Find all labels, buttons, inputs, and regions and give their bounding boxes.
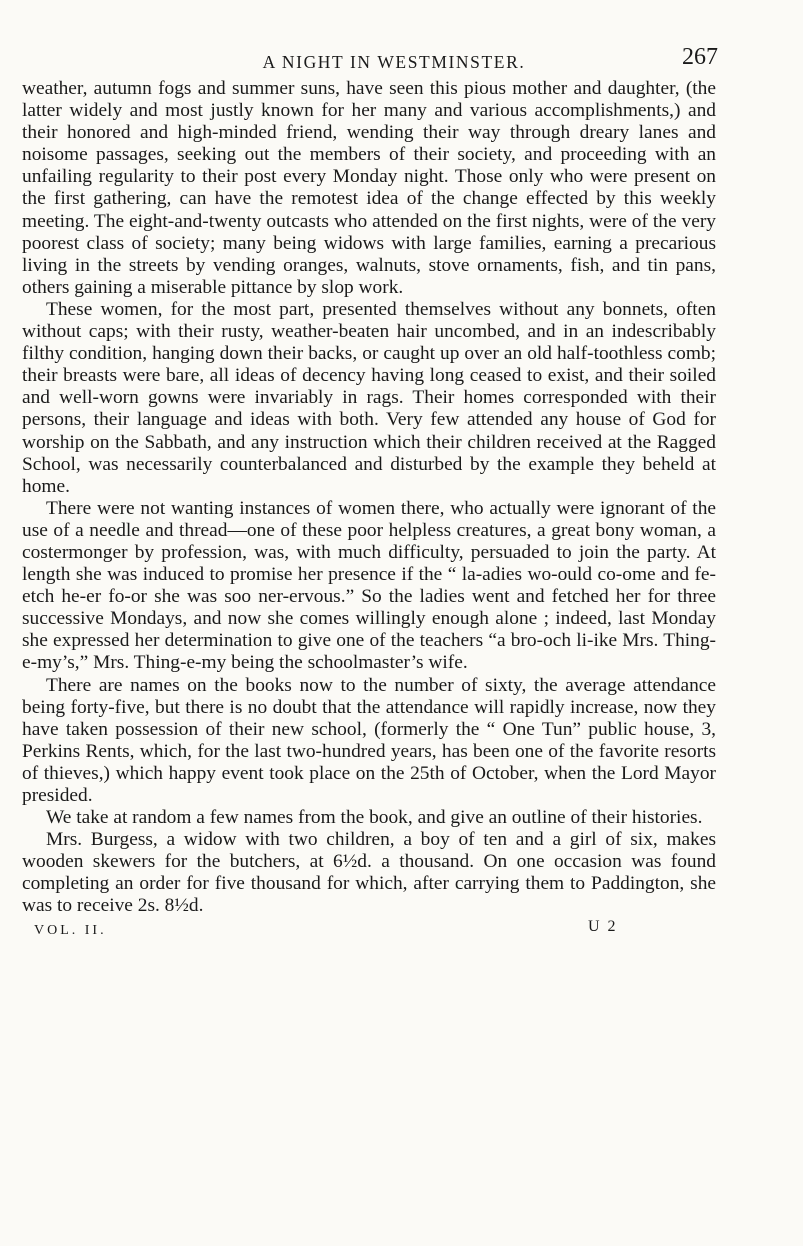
page-header — [22, 44, 716, 78]
paragraph: We take at random a few names from the book, and give an outline of their histories. — [46, 807, 703, 829]
paragraph: Mrs. Burgess, a widow with two children, a boy of ten and a girl of six, makes wooden skewers for the butchers, at 6½d. a thousand. On one occasion was found completing an order for five thousand for which, after carrying them to Paddington, she was to receive 2s. 8½d. — [22, 829, 716, 917]
running-title: A NIGHT IN WESTMINSTER. — [262, 52, 526, 72]
volume-label: VOL. II. — [34, 922, 107, 938]
page-footer — [22, 918, 716, 944]
page-number: 267 — [682, 44, 718, 70]
body-text — [22, 78, 716, 918]
signature-mark: U 2 — [588, 917, 618, 935]
paragraph-continued: weather, autumn fogs and summer suns, have seen this pious mother and daughter, (the latter widely and most justly known for her many and various accomplishments,) and their honored and high-minded friend, wending their way through dreary lanes and noisome passages, seeking out the members of their society, and proceeding with an unfailing regularity to their post every Monday night. Those only who were present on the first gathering, can have the remotest idea of the change effected by this weekly meeting. The eight-and-twenty outcasts who attended on the first nights, were of the very poorest class of society; many being widows with large families, earning a precarious living in the streets by vending oranges, walnuts, stove ornaments, fish, and tin pans, others gaining a miserable pittance by slop work. — [22, 78, 716, 298]
paragraph: There are names on the books now to the number of sixty, the average attendance being forty-five, but there is no doubt that the attendance will rapidly increase, now they have taken possession of their new school, (formerly the “ One Tun” public house, 3, Perkins Rents, which, for the last two-hundred years, has been one of the favorite resorts of thieves,) which happy event took place on the 25th of October, when the Lord Mayor presided. — [22, 674, 716, 806]
page — [22, 44, 716, 944]
paragraph: These women, for the most part, presented themselves without any bonnets, often without caps; with their rusty, weather-beaten hair uncombed, and in an indescribably filthy condition, hanging down their backs, or caught up over an old half-toothless comb; their breasts were bare, all ideas of decency having long ceased to exist, and their soiled and well-worn gowns were invariably in rags. Their homes corresponded with their persons, their language and ideas with both. Very few attended any house of God for worship on the Sabbath, and any instruction which their children received at the Ragged School, was necessarily counterbalanced and disturbed by the example they beheld at home. — [22, 298, 716, 497]
paragraph: There were not wanting instances of women there, who actually were ignorant of the use of a needle and thread—one of these poor helpless creatures, a great bony woman, a costermonger by profession, was, with much difficulty, persuaded to join the party. At length she was induced to promise her presence if the “ la-adies wo-ould co-ome and fe-etch he-er fo-or she was soo ner-ervous.” So the ladies went and fetched her for three successive Mondays, and now she comes willingly enough alone ; indeed, last Monday she expressed her determination to give one of the teachers “a bro-och li-ike Mrs. Thing-e-my’s,” Mrs. Thing-e-my being the schoolmaster’s wife. — [22, 497, 716, 674]
